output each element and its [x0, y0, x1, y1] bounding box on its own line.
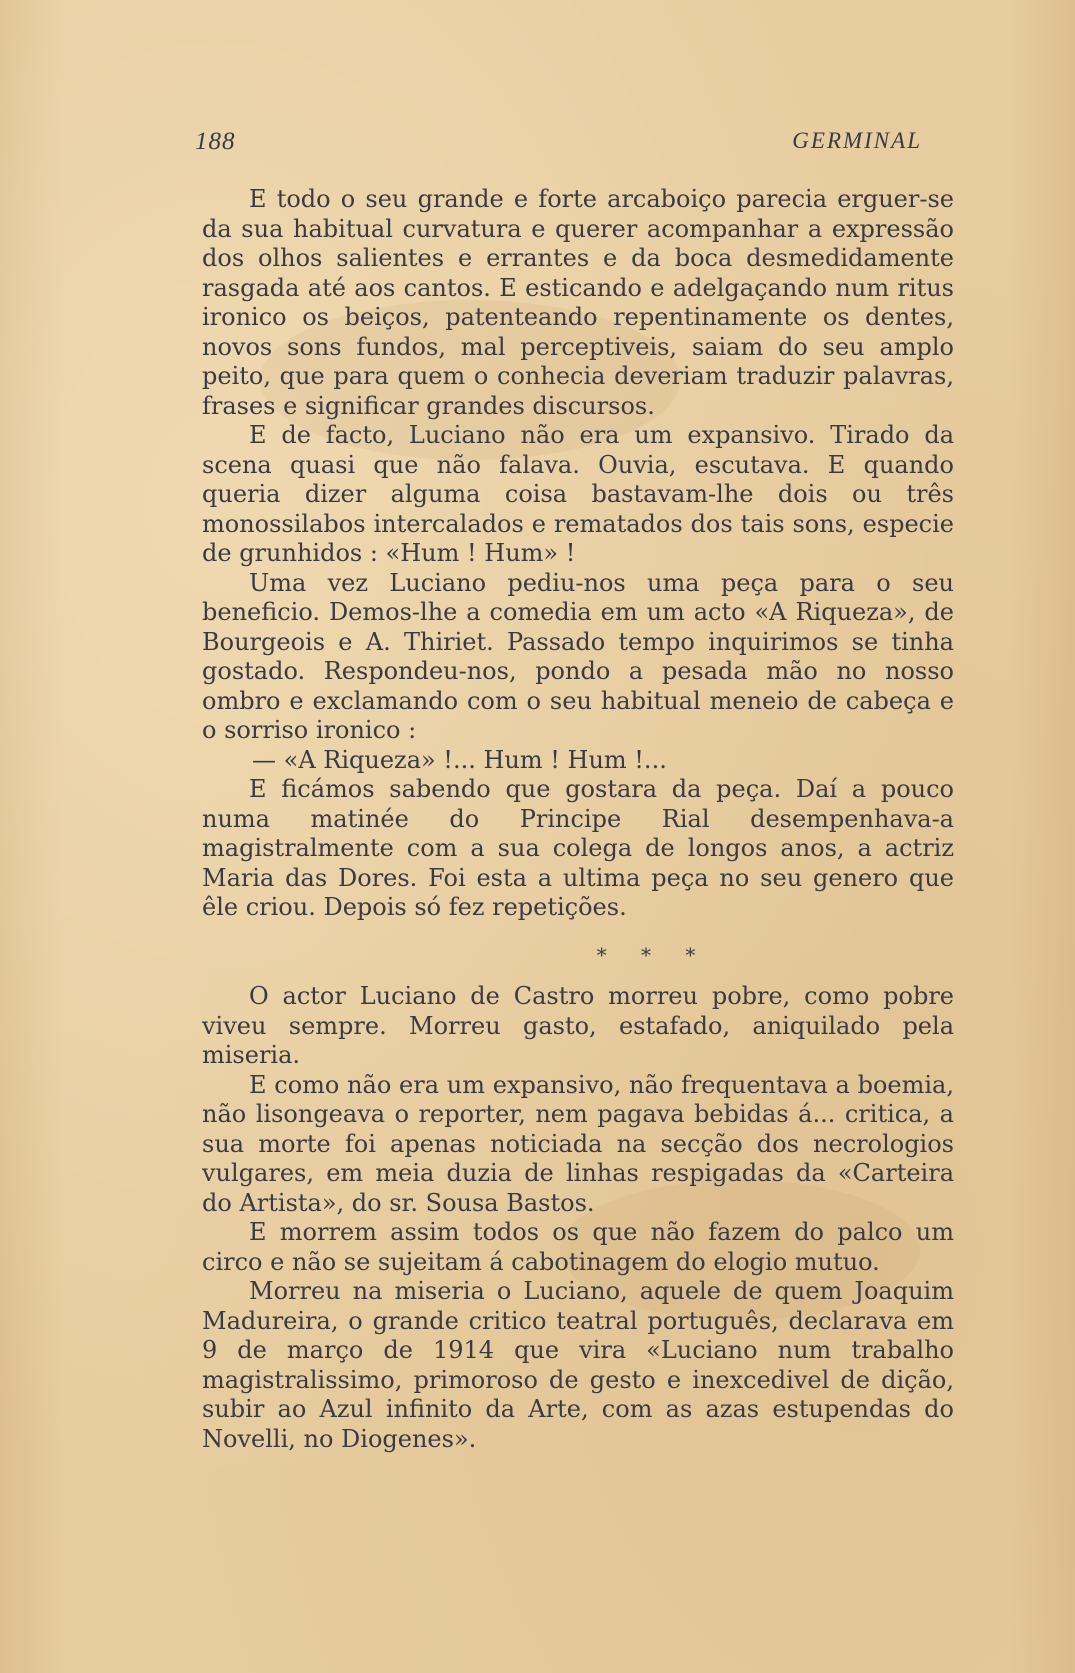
paragraph: E de facto, Luciano não era um expansivo. Tirado da scena quasi que não falava. Ouvia, escutava. E quando queria dizer alguma coisa bastavam-lhe dois ou três monossilabos intercalados e rematados dos tais sons, especie de grunhidos : «Hum ! Hum» ! [202, 421, 954, 567]
body-text [202, 185, 954, 1454]
paragraph: Morreu na miseria o Luciano, aquele de quem Joaquim Madureira, o grande critico teatral português, declarava em 9 de março de 1914 que vira «Luciano num trabalho magistralissimo, primoroso de gesto e inexcedivel de dição, subir ao Azul infinito da Arte, com as azas estupendas do Novelli, no Diogenes». [202, 1277, 954, 1453]
paragraph: E ficámos sabendo que gostara da peça. Daí a pouco numa matinée do Principe Rial desempenhava-a magistralmente com a sua colega de longos anos, a actriz Maria das Dores. Foi esta a ultima peça no seu genero que êle criou. Depois só fez repetições. [202, 775, 954, 921]
page-header [195, 128, 930, 164]
paragraph: Uma vez Luciano pediu-nos uma peça para o seu beneficio. Demos-lhe a comedia em um acto «A Riqueza», de Bourgeois e A. Thiriet. Passado tempo inquirimos se tinha gostado. Respondeu-nos, pondo a pesada mão no nosso ombro e exclamando com o seu habitual meneio de cabeça e o sorriso ironico : [202, 568, 954, 744]
page-number: 188 [195, 128, 236, 155]
paragraph: E morrem assim todos os que não fazem do palco um circo e não se sujeitam á cabotinagem do elogio mutuo. [202, 1218, 954, 1276]
quoted-speech: — «A Riqueza» !... Hum ! Hum !... [252, 745, 667, 774]
paragraph: O actor Luciano de Castro morreu pobre, como pobre viveu sempre. Morreu gasto, estafado, aniquilado pela miseria. [202, 982, 954, 1069]
paragraph: E todo o seu grande e forte arcaboiço parecia erguer-se da sua habitual curvatura e querer acompanhar a expressão dos olhos salientes e errantes e da boca desmedidamente rasgada até aos cantos. E esticando e adelgaçando num ritus ironico os beiços, patenteando repentinamente os dentes, novos sons fundos, mal perceptiveis, saiam do seu amplo peito, que para quem o conhecia deveriam traduzir palavras, frases e significar grandes discursos. [202, 185, 954, 420]
paragraph: E como não era um expansivo, não frequentava a boemia, não lisongeava o reporter, nem pagava bebidas á... critica, a sua morte foi apenas noticiada na secção dos necrologios vulgares, em meia duzia de linhas respigadas da «Carteira do Artista», do sr. Sousa Bastos. [202, 1070, 954, 1217]
section-break-asterism: * * * [596, 942, 710, 967]
running-head: GERMINAL [792, 128, 922, 153]
